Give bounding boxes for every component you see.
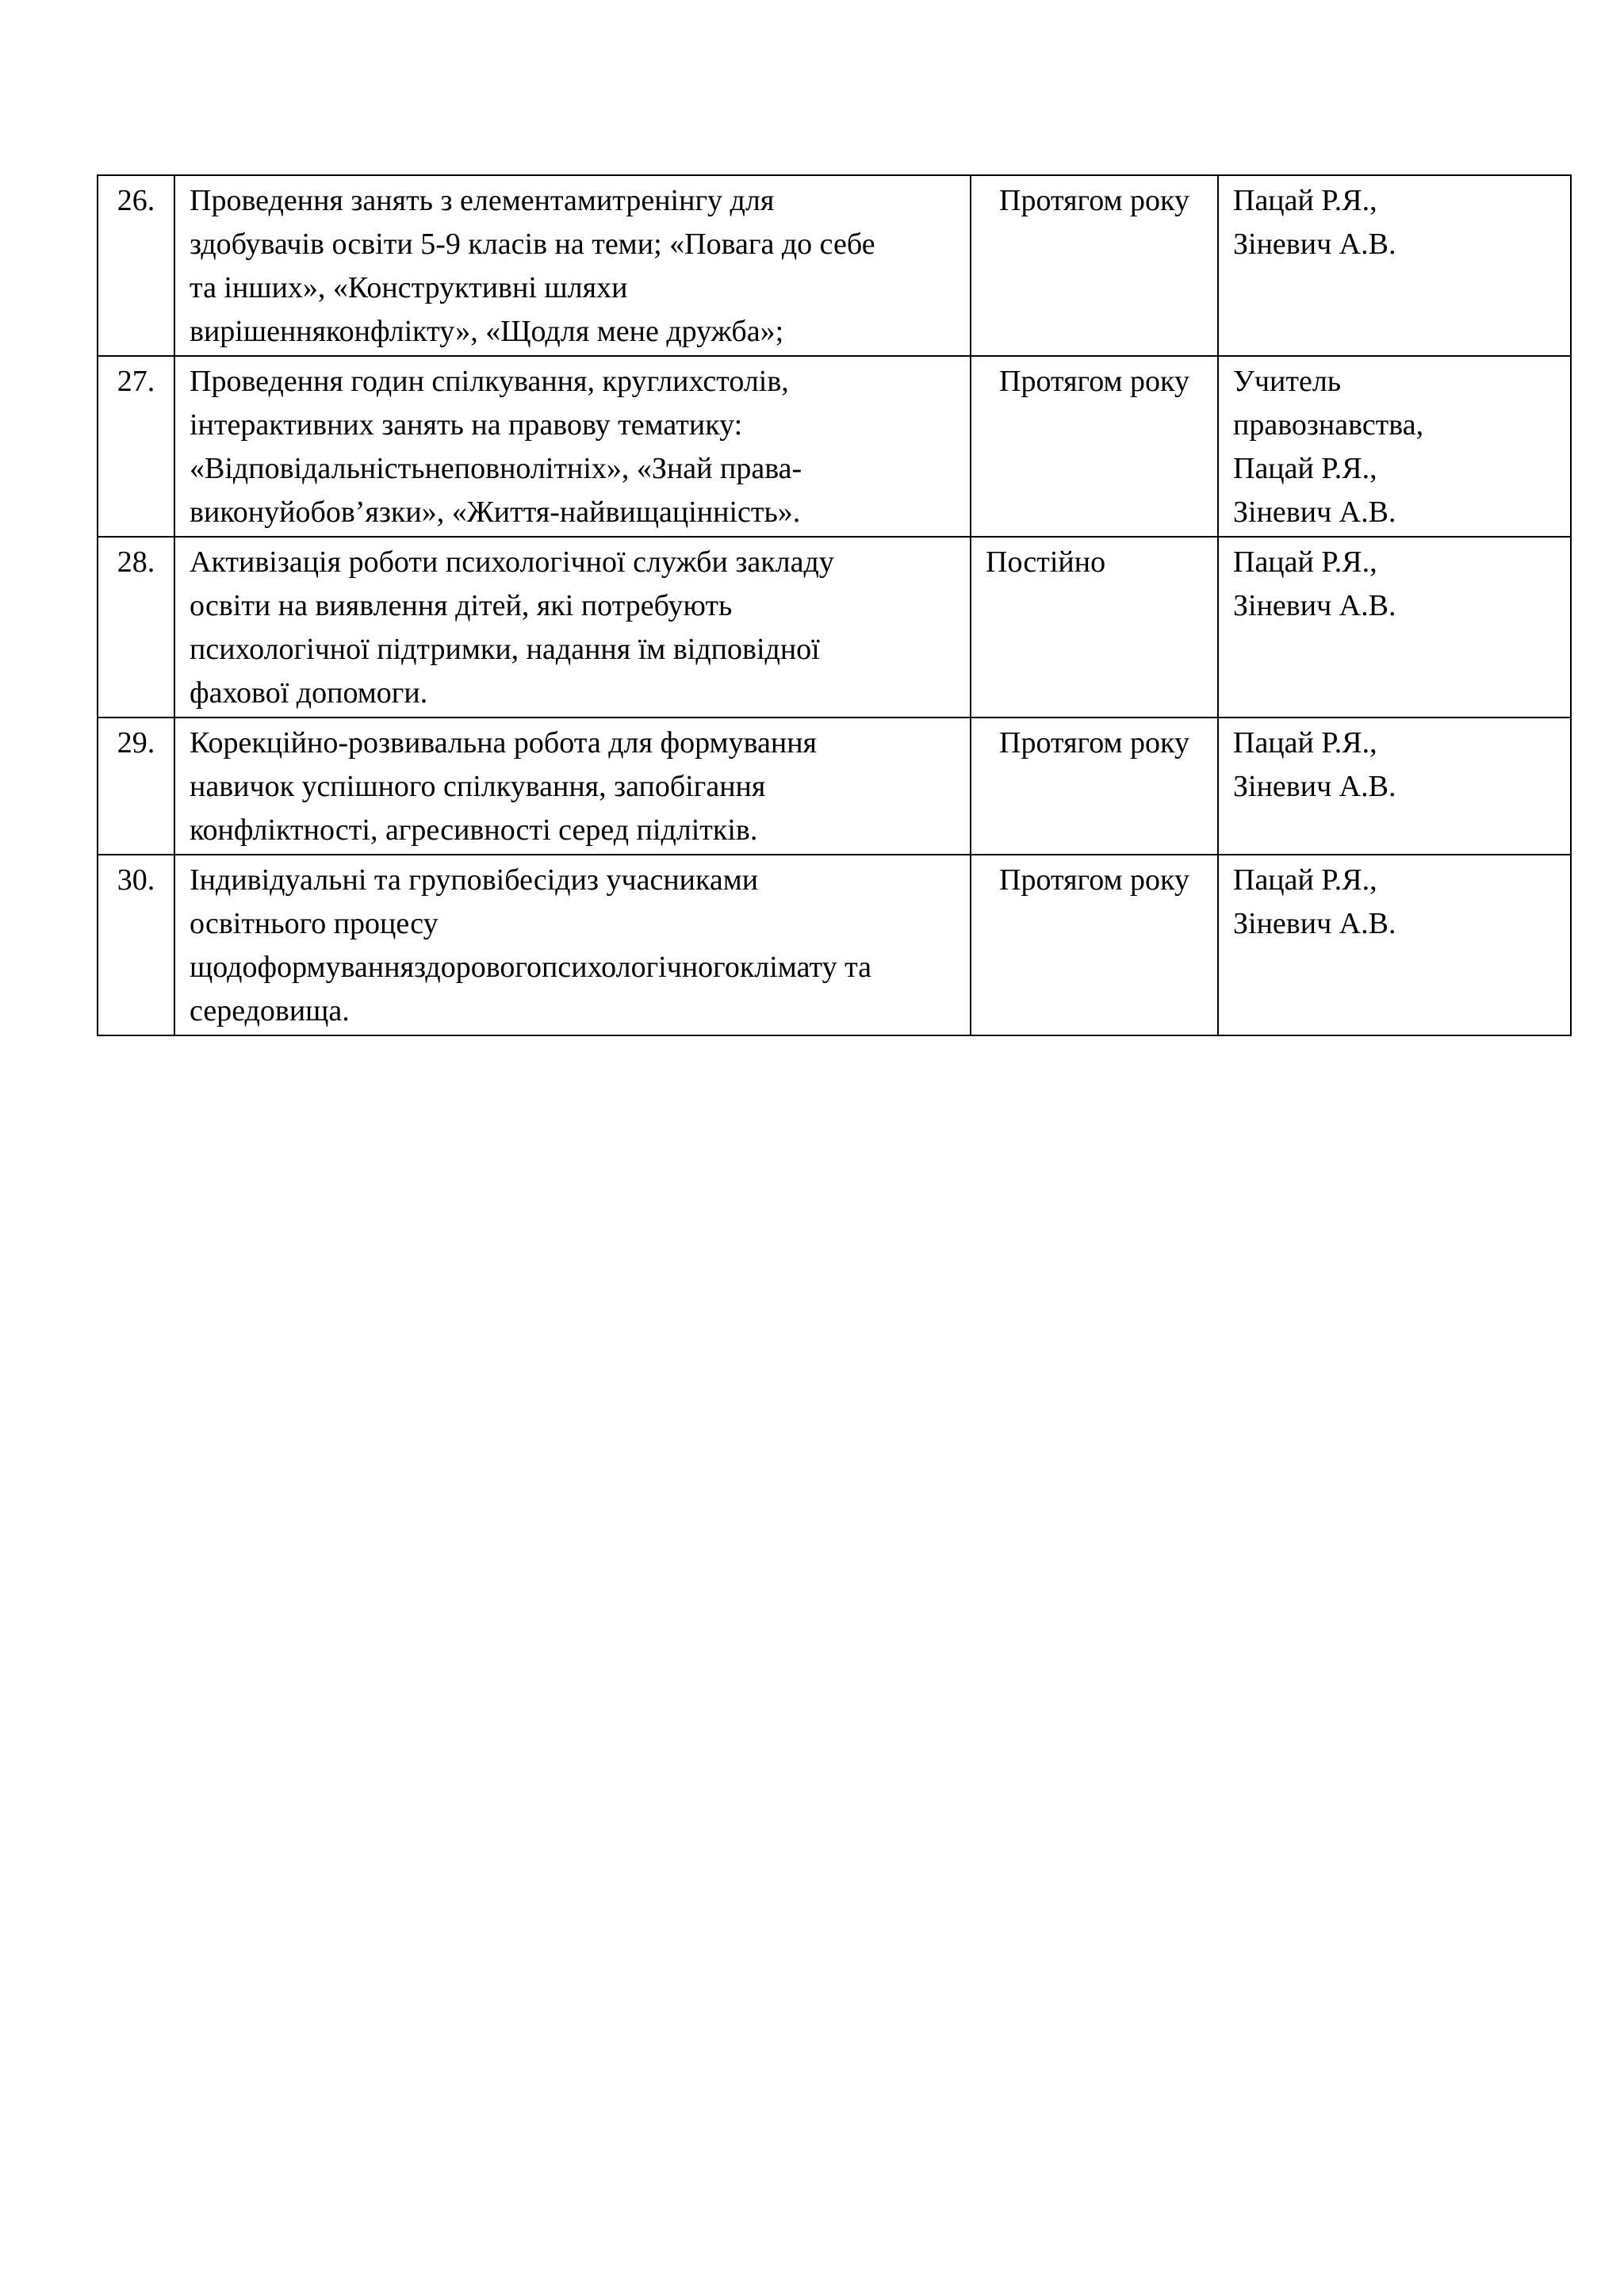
- activity-line: Проведення занять з елементамитренінгу для: [190, 184, 775, 217]
- responsible-line: Зіневич А.В.: [1233, 496, 1396, 529]
- activity-line: «Відповідальністьнеповнолітніх», «Знай права-: [190, 452, 802, 485]
- activity-cell: [174, 718, 971, 855]
- activity-line: здобувачів освіти 5-9 класів на теми; «Повага до себе: [190, 228, 875, 261]
- responsible-line: Пацай Р.Я.,: [1233, 545, 1377, 579]
- activity-line: Індивідуальні та груповібесідиз учасниками: [190, 863, 759, 897]
- activity-line: освітнього процесу: [190, 907, 439, 940]
- row-number: 27.: [98, 356, 174, 537]
- row-number: 26.: [98, 175, 174, 356]
- activity-line: Корекційно-розвивальна робота для формування: [190, 726, 818, 760]
- term-cell: Протягом року: [971, 718, 1218, 855]
- term-cell: Протягом року: [971, 855, 1218, 1035]
- responsible-cell: [1218, 855, 1571, 1035]
- activity-line: Проведення годин спілкування, круглихстолів,: [190, 365, 789, 398]
- activity-line: психологічної підтримки, надання їм відповідної: [190, 633, 820, 666]
- activity-cell: [174, 175, 971, 356]
- table-row: [98, 356, 1571, 537]
- activity-line: Активізація роботи психологічної служби закладу: [190, 545, 834, 579]
- responsible-line: Пацай Р.Я.,: [1233, 184, 1377, 217]
- table-row: [98, 537, 1571, 718]
- row-number: 30.: [98, 855, 174, 1035]
- activity-plan-table: [97, 174, 1572, 1036]
- activity-line: конфліктності, агресивності серед підлітків.: [190, 813, 758, 847]
- responsible-line: Зіневич А.В.: [1233, 589, 1396, 622]
- row-number: 29.: [98, 718, 174, 855]
- responsible-line: Зіневич А.В.: [1233, 770, 1396, 803]
- responsible-cell: [1218, 718, 1571, 855]
- responsible-line: Пацай Р.Я.,: [1233, 452, 1377, 485]
- table-row: [98, 855, 1571, 1035]
- responsible-cell: [1218, 175, 1571, 356]
- responsible-line: Пацай Р.Я.,: [1233, 863, 1377, 897]
- responsible-line: Учитель: [1233, 365, 1342, 398]
- activity-line: щодоформуванняздоровогопсихологічногоклімату та: [190, 951, 872, 984]
- term-cell: Протягом року: [971, 356, 1218, 537]
- activity-cell: [174, 537, 971, 718]
- activity-cell: [174, 855, 971, 1035]
- activity-cell: [174, 356, 971, 537]
- term-cell: Протягом року: [971, 175, 1218, 356]
- activity-line: навичок успішного спілкування, запобігання: [190, 770, 766, 803]
- responsible-line: Пацай Р.Я.,: [1233, 726, 1377, 760]
- responsible-line: правознавства,: [1233, 408, 1424, 442]
- responsible-line: Зіневич А.В.: [1233, 907, 1396, 940]
- activity-line: освіти на виявлення дітей, які потребують: [190, 589, 733, 622]
- row-number: 28.: [98, 537, 174, 718]
- activity-line: вирішенняконфлікту», «Щодля мене дружба»;: [190, 315, 784, 348]
- responsible-line: Зіневич А.В.: [1233, 228, 1396, 261]
- activity-line: та інших», «Конструктивні шляхи: [190, 271, 628, 304]
- term-cell: Постійно: [971, 537, 1218, 718]
- activity-line: інтерактивних занять на правову тематику:: [190, 408, 743, 442]
- activity-line: фахової допомоги.: [190, 676, 428, 710]
- table-row: [98, 718, 1571, 855]
- activity-line: виконуйобов’язки», «Життя-найвищацінність».: [190, 496, 801, 529]
- activity-line: середовища.: [190, 994, 350, 1027]
- table-row: [98, 175, 1571, 356]
- responsible-cell: [1218, 356, 1571, 537]
- responsible-cell: [1218, 537, 1571, 718]
